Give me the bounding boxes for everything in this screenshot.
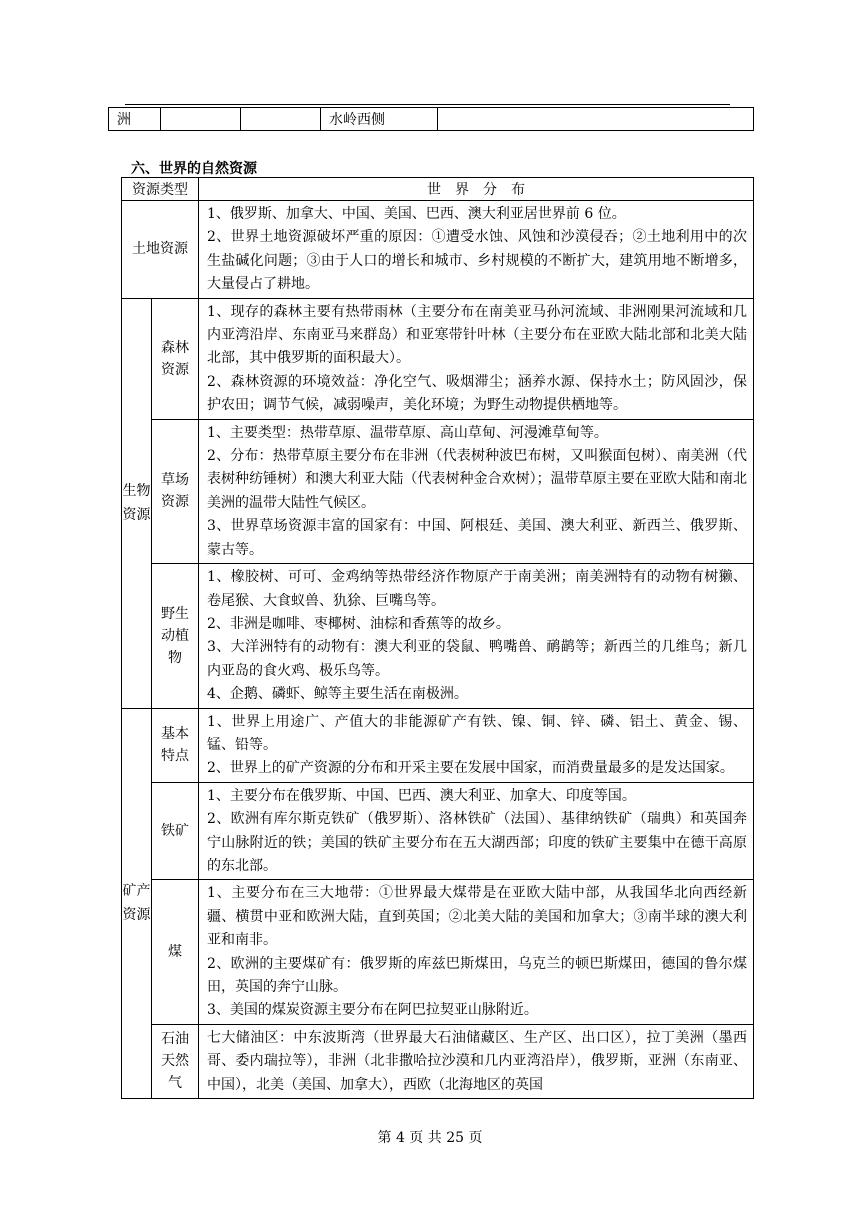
subcategory-basic-features: 基本特点 <box>152 708 199 782</box>
subcategory-forest: 森林资源 <box>152 298 199 419</box>
coal-description <box>199 880 754 1024</box>
desc-line: 2、森林资源的环境效益：净化空气、吸烟滞尘；涵养水源、保持水土；防风固沙，保护农田；调节气候，减弱噪声，美化环境；为野生动物提供栖地等。 <box>207 373 747 414</box>
subcategory-grassland: 草场资源 <box>152 419 199 563</box>
table-row <box>122 708 754 782</box>
resources-table <box>121 177 754 1099</box>
section-title: 六、世界的自然资源 <box>131 161 257 177</box>
subcategory-wildlife: 野生动植物 <box>152 564 199 708</box>
desc-line: 4、企鹅、磷虾、鲸等主要生活在南极洲。 <box>207 686 468 703</box>
page-footer: 第 4 页 共 25 页 <box>377 1130 483 1146</box>
header-world-distribution: 世 界 分 布 <box>199 178 754 201</box>
desc-line: 3、世界草场资源丰富的国家有：中国、阿根廷、美国、澳大利亚、新西兰、俄罗斯、蒙古等。 <box>207 518 747 558</box>
desc-line: 1、俄罗斯、加拿大、中国、美国、巴西、澳大利亚居世界前 6 位。 <box>207 206 626 222</box>
table-cell: 水岭西侧 <box>321 108 438 131</box>
table-cell <box>438 108 754 131</box>
category-mineral: 矿产资源 <box>122 708 152 1099</box>
subcategory-coal: 煤 <box>152 880 199 1024</box>
desc-line: 2、非洲是咖啡、枣椰树、油棕和香蕉等的故乡。 <box>207 615 510 632</box>
grassland-description <box>199 419 754 563</box>
table-row <box>122 880 754 1024</box>
desc-line: 1、橡胶树、可可、金鸡纳等热带经济作物原产于南美洲；南美洲特有的动物有树獭、卷尾猴、大食蚁兽、犰狳、巨嘴鸟等。 <box>207 569 747 609</box>
table-header-row <box>122 178 754 201</box>
table-row <box>122 419 754 563</box>
table-row <box>122 782 754 880</box>
desc-line: 1、主要类型：热带草原、温带草原、高山草甸、河漫滩草甸等。 <box>207 424 608 441</box>
desc-line: 3、大洋洲特有的动物有：澳大利亚的袋鼠、鸭嘴兽、鸸鹋等；新西兰的几维鸟；新几内亚岛的食火鸡、极乐鸟等。 <box>207 639 747 679</box>
table-cell: 洲 <box>109 108 161 131</box>
top-rule <box>125 104 730 105</box>
subcategory-oil-gas: 石油天然气 <box>152 1024 199 1098</box>
desc-line: 2、世界上的矿产资源的分布和开采主要在发展中国家，而消费量最多的是发达国家。 <box>207 760 734 777</box>
desc-line: 1、世界上用途广、产值大的非能源矿产有铁、镍、铜、锌、磷、铝土、黄金、锡、锰、铅等。 <box>207 713 747 753</box>
table-row <box>109 108 754 131</box>
desc-line: 七大储油区：中东波斯湾（世界最大石油储藏区、生产区、出口区），拉丁美洲（墨西哥、委内瑞拉等），非洲（北非撒哈拉沙漠和几内亚湾沿岸），俄罗斯，亚洲（东南亚、中国），北美（美国、加拿大），西欧（北海地区的英国 <box>207 1029 747 1093</box>
wildlife-description <box>199 564 754 708</box>
oil-gas-description <box>199 1024 754 1098</box>
previous-table-fragment <box>108 107 754 131</box>
desc-line: 2、欧洲有库尔斯克铁矿（俄罗斯）、洛林铁矿（法国）、基律纳铁矿（瑞典）和英国奔宁山脉附近的铁；美国的铁矿主要分布在五大湖西部；印度的铁矿主要集中在德干高原的东北部。 <box>207 811 747 874</box>
table-row <box>122 298 754 419</box>
basic-features-description <box>199 708 754 782</box>
category-bio: 生物资源 <box>122 298 152 708</box>
subcategory-iron: 铁矿 <box>152 782 199 880</box>
table-row <box>122 1024 754 1098</box>
desc-line: 2、欧洲的主要煤矿有：俄罗斯的库兹巴斯煤田，乌克兰的顿巴斯煤田，德国的鲁尔煤田，英国的奔宁山脉。 <box>207 955 747 995</box>
forest-description <box>199 298 754 419</box>
header-resource-type: 资源类型 <box>122 178 199 201</box>
desc-line: 2、世界土地资源破坏严重的原因：①遭受水蚀、风蚀和沙漠侵吞；②土地利用中的次生盐碱化问题；③由于人口的增长和城市、乡村规模的不断扩大，建筑用地不断增多，大量侵占了耕地。 <box>207 229 747 293</box>
table-row <box>122 201 754 299</box>
desc-line: 2、分布：热带草原主要分布在非洲（代表树种波巴布树，又叫猴面包树）、南美洲（代表树种纺锤树）和澳大利亚大陆（代表树种金合欢树）；温带草原主要在亚欧大陆和南北美洲的温带大陆性气候区。 <box>207 448 747 511</box>
category-land: 土地资源 <box>122 201 199 299</box>
land-description <box>199 201 754 299</box>
desc-line: 1、现存的森林主要有热带雨林（主要分布在南美亚马孙河流域、非洲刚果河流域和几内亚湾沿岸、东南亚马来群岛）和亚寒带针叶林（主要分布在亚欧大陆北部和北美大陆北部，其中俄罗斯的面积最大）。 <box>207 303 747 367</box>
desc-line: 1、主要分布在俄罗斯、中国、巴西、澳大利亚、加拿大、印度等国。 <box>207 787 636 804</box>
desc-line: 1、主要分布在三大地带：①世界最大煤带是在亚欧大陆中部，从我国华北向西经新疆、横贯中亚和欧洲大陆，直到英国；②北美大陆的美国和加拿大；③南半球的澳大利亚和南非。 <box>207 885 747 949</box>
table-cell <box>241 108 321 131</box>
table-row <box>122 564 754 708</box>
iron-description <box>199 782 754 880</box>
desc-line: 3、美国的煤炭资源主要分布在阿巴拉契亚山脉附近。 <box>207 1002 538 1019</box>
table-cell <box>161 108 241 131</box>
